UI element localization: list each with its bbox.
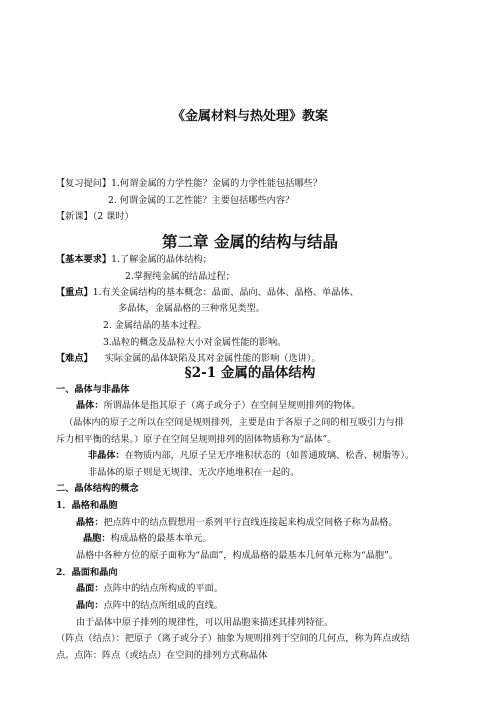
cell-def: 构成晶格的最基本单元。 [110, 533, 212, 544]
cell-term: 晶胞： [83, 533, 111, 544]
lattice-point-note-b: 点。点阵：阵点（或结点）在空间的排列方式称晶体 [56, 650, 268, 661]
plane-definition [76, 582, 223, 595]
crystal-definition [76, 399, 361, 412]
lattice-def: 把点阵中的结点假想用一系列平行直线连接起来构成空间格子称为晶格。 [103, 517, 398, 528]
crystal-term: 晶体： [76, 400, 104, 411]
section-title: §2-1 金属的晶体结构 [184, 365, 316, 381]
crystal-note-a: （晶体内的原子之所以在空间是规则排列，主要是由于各原子之间的相互吸引力与排 [64, 417, 404, 428]
s1-heading: 一、晶体与非晶体 [56, 384, 130, 395]
requirement-2: 2.掌握纯金属的结晶过程； [125, 271, 235, 282]
key-point-1b: 多晶体，金属晶格的三种常见类型。 [118, 303, 265, 314]
arrangement-paragraph: 由于晶体中原子排列的规律性，可以用晶胞来描述其排列特征。 [76, 617, 334, 628]
key-points-line-1 [56, 286, 359, 299]
s2-sub-2: 2．晶面和晶向 [56, 567, 118, 578]
lattice-paragraph: 晶格中各种方位的原子面称为“晶面”，构成晶格的最基本几何单元称为“晶胞”。 [76, 550, 398, 561]
s2-sub-1: 1．晶格和晶胞 [56, 500, 118, 511]
direction-definition [76, 599, 223, 612]
s2-heading: 二、晶体结构的概念 [56, 483, 139, 494]
new-lesson-line [56, 210, 134, 223]
cell-definition [83, 532, 212, 545]
review-question-1: 1.何谓金属的力学性能？金属的力学性能包括哪些？ [111, 178, 323, 189]
amorphous-definition [88, 449, 414, 462]
key-point-2: 2. 金属结晶的基本过程。 [103, 320, 207, 331]
amorphous-def: 在物质内部，凡原子呈无序堆积状态的（如普通玻璃、松香、树脂等）。 [124, 450, 415, 461]
review-question-2: 2. 何谓金属的工艺性能？主要包括哪些内容？ [108, 195, 295, 206]
amorphous-note: 非晶体的原子则是无规律、无次序地堆积在一起的。 [88, 467, 300, 478]
direction-def: 点阵中的结点所组成的直线。 [103, 600, 223, 611]
lattice-point-note-a: （阵点（结点）：把原子（离子或分子）抽象为规则排列于空间的几何点，称为阵点或结 [56, 633, 410, 644]
requirement-1: 1.了解金属的晶体结构； [111, 254, 212, 265]
key-point-3: 3.晶粒的概念及晶粒大小对金属性能的影响。 [103, 337, 287, 348]
lattice-term: 晶格： [76, 517, 104, 528]
new-lesson-tag: 【新课】 [56, 211, 93, 222]
crystal-note-b: 斥力相平衡的结果。）原子在空间呈规则排列的固体物质称为“晶体”。 [56, 434, 337, 445]
plane-term: 晶面： [76, 583, 104, 594]
crystal-def: 所谓晶体是指其原子（离子或分子）在空间呈规则排列的物体。 [103, 400, 361, 411]
amorphous-term: 非晶体： [88, 450, 125, 461]
difficulty-line [56, 352, 321, 365]
review-line-1 [56, 177, 322, 190]
lattice-definition [76, 516, 398, 529]
plane-def: 点阵中的结点所构成的平面。 [103, 583, 223, 594]
requirements-line-1 [56, 253, 212, 266]
review-tag: 【复习提问】 [56, 178, 112, 189]
key-point-1a: 1.有关金属结构的基本概念：晶面、晶向、晶体、晶格、单晶体、 [92, 287, 359, 298]
key-points-tag: 【重点】 [56, 287, 93, 298]
requirements-tag: 【基本要求】 [56, 254, 112, 265]
direction-term: 晶向： [76, 600, 104, 611]
chapter-title: 第二章 金属的结构与结晶 [162, 232, 338, 251]
difficulty-text: 实际金属的晶体缺陷及其对金属性能的影响（选讲）。 [104, 353, 321, 364]
difficulty-tag: 【难点】 [56, 353, 93, 364]
new-lesson-hours: （2 课时） [92, 211, 134, 222]
doc-title: 《金属材料与热处理》教案 [171, 109, 328, 124]
